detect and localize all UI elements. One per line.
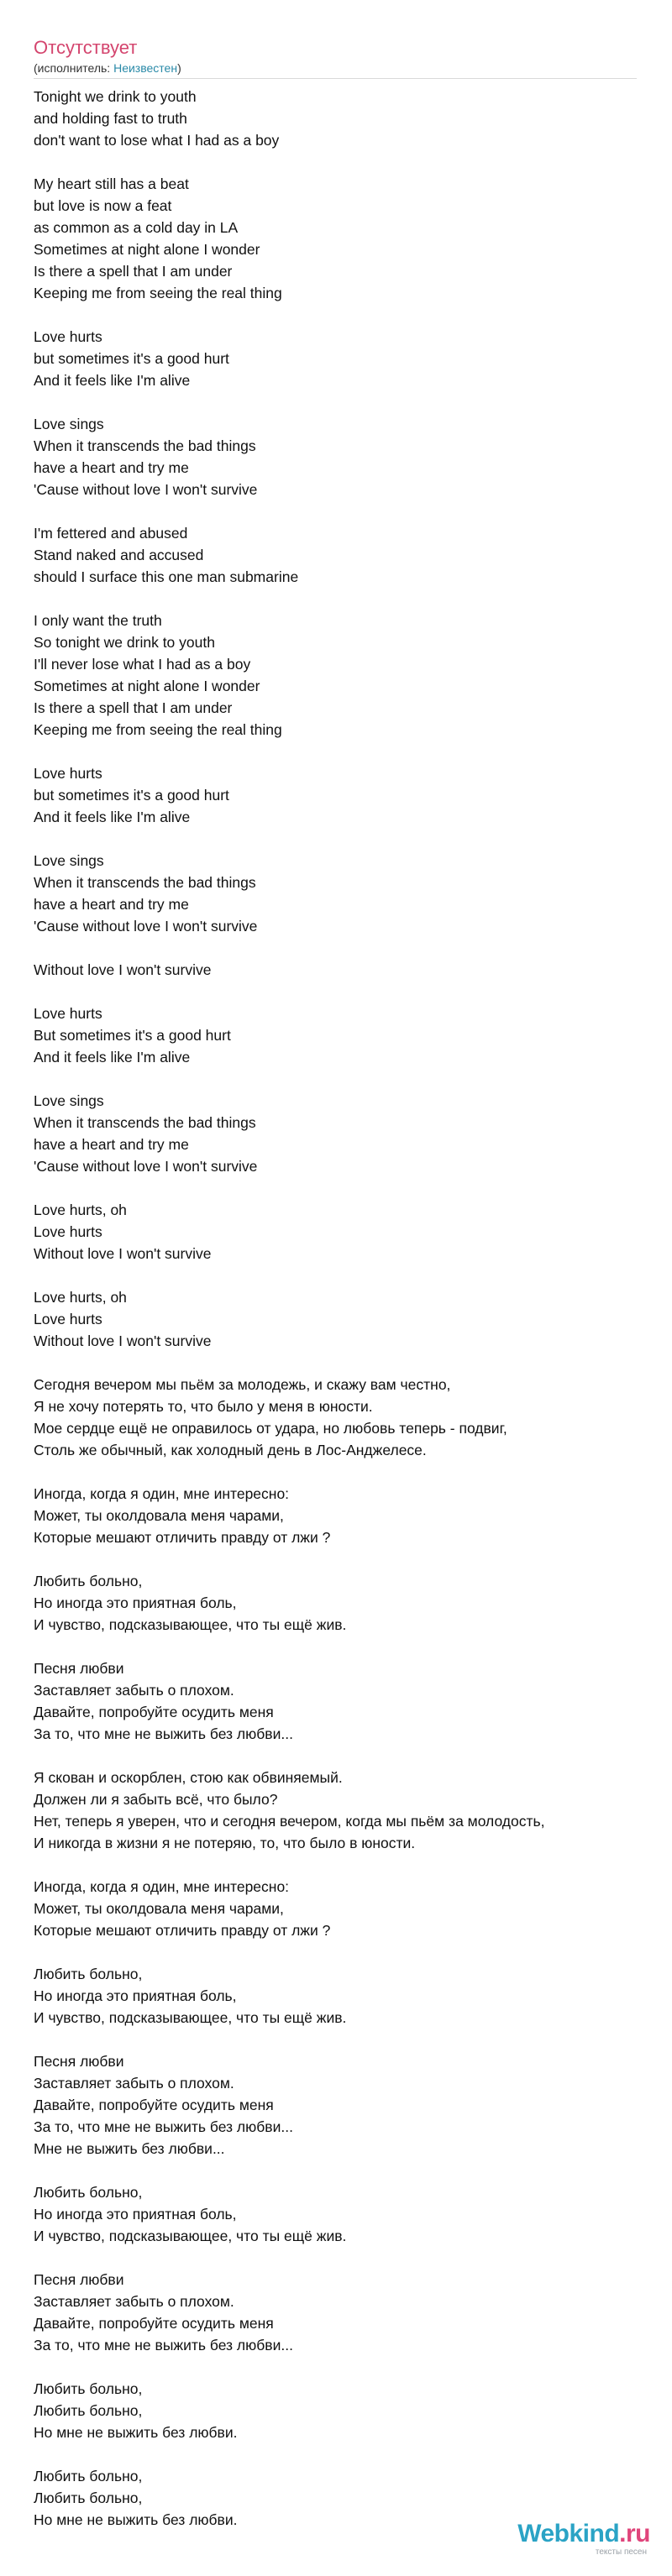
lyrics-line: Давайте, попробуйте осудить меня [34, 1704, 274, 1720]
song-title: Отсутствует [34, 37, 138, 58]
lyrics-line: but sometimes it's a good hurt [34, 350, 229, 367]
lyrics-line: Love hurts, oh [34, 1289, 127, 1306]
lyrics-line: but love is now a feat [34, 197, 172, 214]
lyrics-stanza [34, 1570, 655, 1636]
lyrics-line: I'm fettered and abused [34, 525, 188, 542]
lyrics-line: 'Cause without love I won't survive [34, 481, 258, 498]
lyrics-line: Песня любви [34, 2271, 124, 2288]
lyrics-line: Заставляет забыть о плохом. [34, 2293, 234, 2310]
lyrics-line: Keeping me from seeing the real thing [34, 285, 282, 301]
lyrics-line: И чувство, подсказывающее, что ты ещё жив. [34, 2228, 347, 2244]
lyrics-stanza [34, 1374, 655, 1461]
lyrics-line: have a heart and try me [34, 1136, 189, 1153]
lyrics-line: И чувство, подсказывающее, что ты ещё жив. [34, 1616, 347, 1633]
lyrics-line: Давайте, попробуйте осудить меня [34, 2315, 274, 2332]
lyrics-line: Я не хочу потерять то, что было у меня в юности. [34, 1398, 373, 1415]
lyrics-line: Любить больно, [34, 2184, 143, 2201]
lyrics-line: Иногда, когда я один, мне интересно: [34, 1485, 290, 1502]
lyrics-line: Love hurts, oh [34, 1202, 127, 1218]
lyrics-line: Stand naked and accused [34, 547, 204, 563]
lyrics-line: Нет, теперь я уверен, что и сегодня вечером, когда мы пьём за молодость, [34, 1813, 545, 1830]
logo-wordmark[interactable] [517, 2521, 650, 2547]
lyrics-line: Заставляет забыть о плохом. [34, 1682, 234, 1699]
header-divider [34, 78, 637, 79]
artist-link[interactable]: Неизвестен [113, 61, 178, 75]
lyrics-stanza [34, 2269, 655, 2356]
lyrics-line: When it transcends the bad things [34, 1114, 256, 1131]
lyrics-line: За то, что мне не выжить без любви... [34, 2337, 293, 2353]
lyrics-line: Love sings [34, 416, 104, 432]
lyrics-line: But sometimes it's a good hurt [34, 1027, 231, 1044]
lyrics-line: and holding fast to truth [34, 110, 187, 127]
lyrics-line: За то, что мне не выжить без любви... [34, 2118, 293, 2135]
artist-prefix: (исполнитель: [34, 61, 114, 75]
lyrics-line: Love hurts [34, 1005, 102, 1022]
lyrics-line: И никогда в жизни я не потеряю, то, что было в юности. [34, 1835, 416, 1851]
lyrics-line: So tonight we drink to youth [34, 634, 215, 651]
lyrics-stanza [34, 762, 655, 828]
lyrics-line: When it transcends the bad things [34, 437, 256, 454]
lyrics-line: И чувство, подсказывающее, что ты ещё жив. [34, 2009, 347, 2026]
lyrics-stanza [34, 1003, 655, 1068]
lyrics-stanza [34, 1199, 655, 1264]
lyrics-line: Песня любви [34, 1660, 124, 1677]
lyrics-line: Sometimes at night alone I wonder [34, 678, 260, 694]
logo-name: Webkind [517, 2520, 620, 2547]
lyrics-stanza [34, 1483, 655, 1548]
lyrics-line: Мое сердце ещё не оправилось от удара, но любовь теперь - подвиг, [34, 1420, 507, 1437]
lyrics-line: Но иногда это приятная боль, [34, 1987, 237, 2004]
lyrics-line: have a heart and try me [34, 459, 189, 476]
lyrics-line: as common as a cold day in LA [34, 219, 239, 236]
lyrics-line: Любить больно, [34, 2402, 143, 2419]
lyrics-line: Love sings [34, 1092, 104, 1109]
lyrics-line: My heart still has a beat [34, 175, 189, 192]
lyrics-line: Love hurts [34, 328, 102, 345]
logo-tld: .ru [619, 2520, 650, 2547]
lyrics-stanza [34, 610, 655, 741]
lyrics-line: Love hurts [34, 1223, 102, 1240]
lyrics-line: And it feels like I'm alive [34, 809, 191, 825]
lyrics-line: Которые мешают отличить правду от лжи ? [34, 1529, 331, 1546]
lyrics-line: Sometimes at night alone I wonder [34, 241, 260, 258]
lyrics-line: Without love I won't survive [34, 961, 212, 978]
artist-line [34, 60, 637, 76]
lyrics-line: I'll never lose what I had as a boy [34, 656, 251, 673]
lyrics-line: За то, что мне не выжить без любви... [34, 1725, 293, 1742]
lyrics-line: Любить больно, [34, 1573, 143, 1589]
lyrics-line: Давайте, попробуйте осудить меня [34, 2097, 274, 2113]
lyrics-stanza [34, 1286, 655, 1352]
lyrics-stanza [34, 86, 655, 151]
lyrics-line: Love sings [34, 852, 104, 869]
lyrics-line: Может, ты околдовала меня чарами, [34, 1507, 284, 1524]
lyrics-line: And it feels like I'm alive [34, 372, 191, 389]
lyrics-line: Love hurts [34, 1311, 102, 1327]
lyrics-stanza [34, 2050, 655, 2160]
song-header [34, 37, 637, 76]
artist-suffix: ) [177, 61, 181, 75]
lyrics-line: Любить больно, [34, 2468, 143, 2484]
lyrics-line: Is there a spell that I am under [34, 263, 233, 280]
lyrics-line: When it transcends the bad things [34, 874, 256, 891]
lyrics-stanza [34, 850, 655, 937]
lyrics-line: don't want to lose what I had as a boy [34, 132, 280, 149]
lyrics-line: Но иногда это приятная боль, [34, 2206, 237, 2223]
lyrics-stanza [34, 326, 655, 391]
lyrics-body [34, 86, 655, 2552]
lyrics-stanza [34, 413, 655, 500]
lyrics-line: Которые мешают отличить правду от лжи ? [34, 1922, 331, 1939]
lyrics-line: should I surface this one man submarine [34, 568, 299, 585]
lyrics-line: 'Cause without love I won't survive [34, 918, 258, 935]
lyrics-stanza [34, 1963, 655, 2029]
lyrics-line: Мне не выжить без любви... [34, 2140, 225, 2157]
lyrics-line: Столь же обычный, как холодный день в Лос-Анджелесе. [34, 1442, 427, 1458]
lyrics-line: Заставляет забыть о плохом. [34, 2075, 234, 2092]
lyrics-stanza [34, 1090, 655, 1177]
lyrics-line: Должен ли я забыть всё, что было? [34, 1791, 278, 1808]
lyrics-stanza [34, 2181, 655, 2247]
lyrics-stanza [34, 1767, 655, 1854]
logo-tagline: тексты песен [595, 2547, 647, 2557]
lyrics-stanza [34, 1657, 655, 1745]
site-logo[interactable] [517, 2521, 650, 2558]
lyrics-stanza [34, 1876, 655, 1941]
lyrics-line: Keeping me from seeing the real thing [34, 721, 282, 738]
lyrics-line: Я скован и оскорблен, стою как обвиняемый. [34, 1769, 343, 1786]
lyrics-stanza [34, 2378, 655, 2443]
lyrics-line: but sometimes it's a good hurt [34, 787, 229, 804]
lyrics-line: Иногда, когда я один, мне интересно: [34, 1878, 290, 1895]
lyrics-line: Но мне не выжить без любви. [34, 2424, 238, 2441]
lyrics-line: Сегодня вечером мы пьём за молодежь, и скажу вам честно, [34, 1376, 451, 1393]
lyrics-line: I only want the truth [34, 612, 162, 629]
lyrics-stanza [34, 959, 655, 981]
lyrics-line: Without love I won't survive [34, 1245, 212, 1262]
lyrics-line: Without love I won't survive [34, 1333, 212, 1349]
lyrics-line: Is there a spell that I am under [34, 699, 233, 716]
lyrics-line: Любить больно, [34, 1966, 143, 1982]
lyrics-line: Может, ты околдовала меня чарами, [34, 1900, 284, 1917]
lyrics-line: And it feels like I'm alive [34, 1049, 191, 1065]
lyrics-line: Любить больно, [34, 2380, 143, 2397]
lyrics-line: Любить больно, [34, 2490, 143, 2506]
lyrics-stanza [34, 522, 655, 588]
lyrics-stanza [34, 173, 655, 304]
lyrics-line: Но иногда это приятная боль, [34, 1594, 237, 1611]
lyrics-line: have a heart and try me [34, 896, 189, 913]
lyrics-line: Но мне не выжить без любви. [34, 2511, 238, 2528]
lyrics-line: 'Cause without love I won't survive [34, 1158, 258, 1175]
lyrics-line: Tonight we drink to youth [34, 88, 197, 105]
lyrics-line: Песня любви [34, 2053, 124, 2070]
lyrics-line: Love hurts [34, 765, 102, 782]
